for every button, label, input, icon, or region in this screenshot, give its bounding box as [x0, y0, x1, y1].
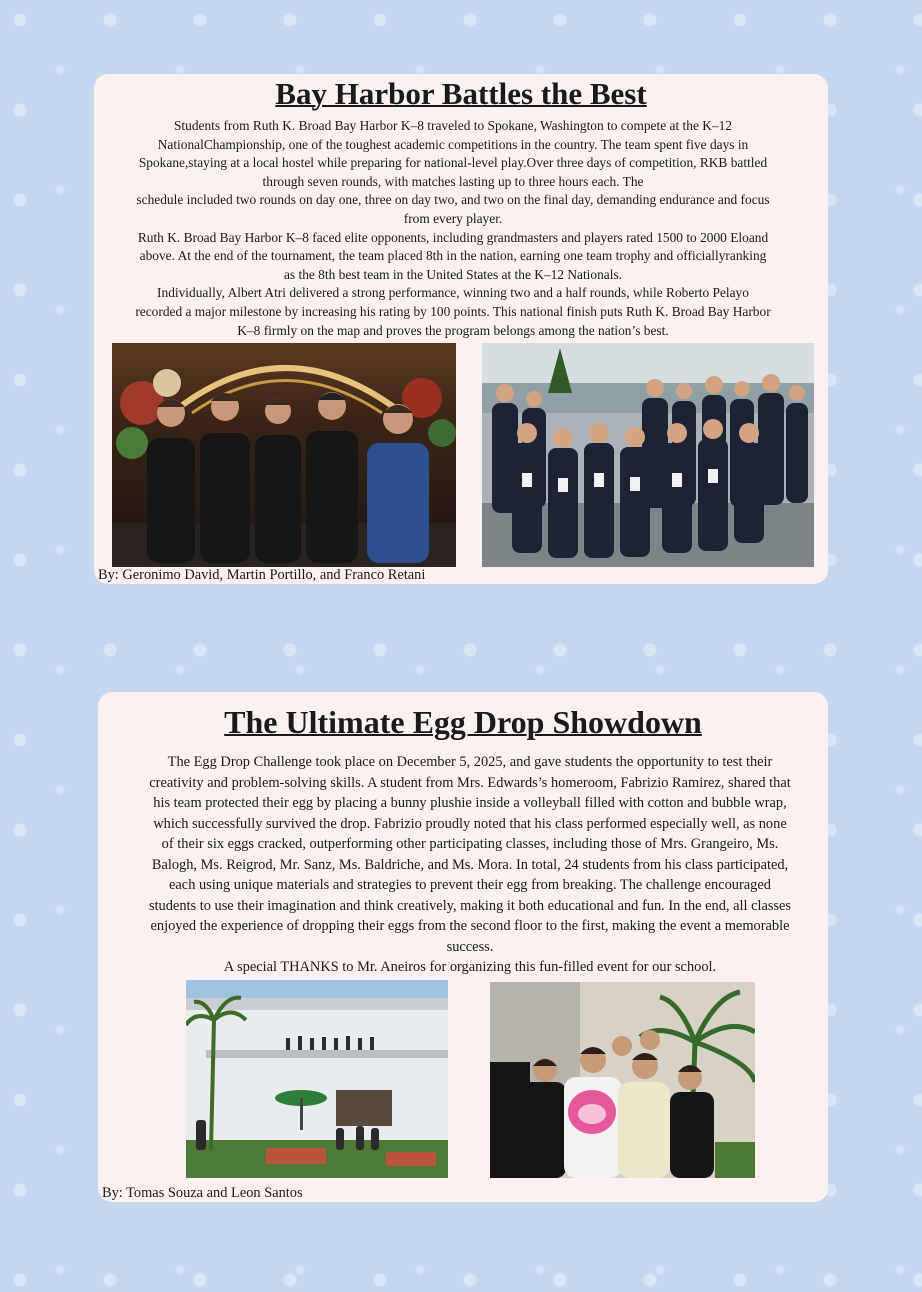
article-paragraph: A special THANKS to Mr. Aneiros for organizing this fun-filled event for our school. — [223, 959, 717, 975]
article-byline: By: Geronimo David, Martin Portillo, and Franco Retani — [98, 567, 426, 583]
article-body — [134, 117, 772, 340]
egg-drop-photo-students — [490, 982, 755, 1178]
article-paragraph: schedule included two rounds on day one, three on day two, and two on the final day, demanding endurance and focus from every player. — [136, 192, 770, 226]
article-paragraph: Individually, Albert Atri delivered a strong performance, winning two and a half rounds, while Roberto Pelayo recorded a major milestone by increasing his rating by 100 points. This national finish puts Ruth K. Broad Bay Harbor K–8 firmly on the map and proves the program belongs among the nation’s best. — [135, 285, 771, 338]
chess-team-photo-full-team — [482, 343, 814, 567]
photo-graphic — [186, 980, 448, 1178]
photo-graphic — [112, 343, 456, 567]
egg-drop-photo-courtyard — [186, 980, 448, 1178]
photo-graphic — [482, 343, 814, 567]
photo-graphic — [490, 982, 755, 1178]
chess-team-photo-small-group — [112, 343, 456, 567]
article-paragraph: The Egg Drop Challenge took place on December 5, 2025, and gave students the opportunity to test their creativity and problem-solving skills. A student from Mrs. Edwards’s homeroom, Fabrizio Ramirez, shared that his team protected their egg by placing a bunny plushie inside a volleyball filled with cotton and bubble wrap, which successfully survived the drop. Fabrizio proudly noted that his class performed especially well, as none of their six eggs cracked, outperforming other participating classes, including those of Mrs. Grangeiro, Ms. Balogh, Ms. Reigrod, Mr. Sanz, Ms. Baldriche, and Ms. Mora. In total, 24 students from his class participated, each using unique materials and strategies to prevent their egg from breaking. The challenge encouraged students to use their imagination and think creatively, making it both educational and fun. In the end, all classes enjoyed the experience of dropping their eggs from the second floor to the first, making the event a memorable success. — [148, 754, 792, 955]
article-paragraph: Students from Ruth K. Broad Bay Harbor K–8 traveled to Spokane, Washington to compete at the K–12 NationalChampionship, one of the toughest academic competitions in the country. The team spent five days in Spokane,staying at a local hostel while preparing for national-level play.Over three days of competition, RKB battled through seven rounds, with matches lasting up to three hours each. The — [138, 118, 768, 189]
article-paragraph: Ruth K. Broad Bay Harbor K–8 faced elite opponents, including grandmasters and players rated 1500 to 2000 Eloand above. At the end of the tournament, the team placed 8th in the nation, earning one team trophy and officiallyranking as the 8th best team in the United States at the K–12 Nationals. — [137, 229, 769, 282]
article-title: Bay Harbor Battles the Best — [275, 76, 647, 111]
article-title: The Ultimate Egg Drop Showdown — [224, 704, 702, 740]
article-body — [148, 752, 792, 978]
article-card-chess — [94, 74, 828, 584]
article-byline: By: Tomas Souza and Leon Santos — [102, 1185, 303, 1201]
article-card-egg-drop — [98, 692, 828, 1202]
